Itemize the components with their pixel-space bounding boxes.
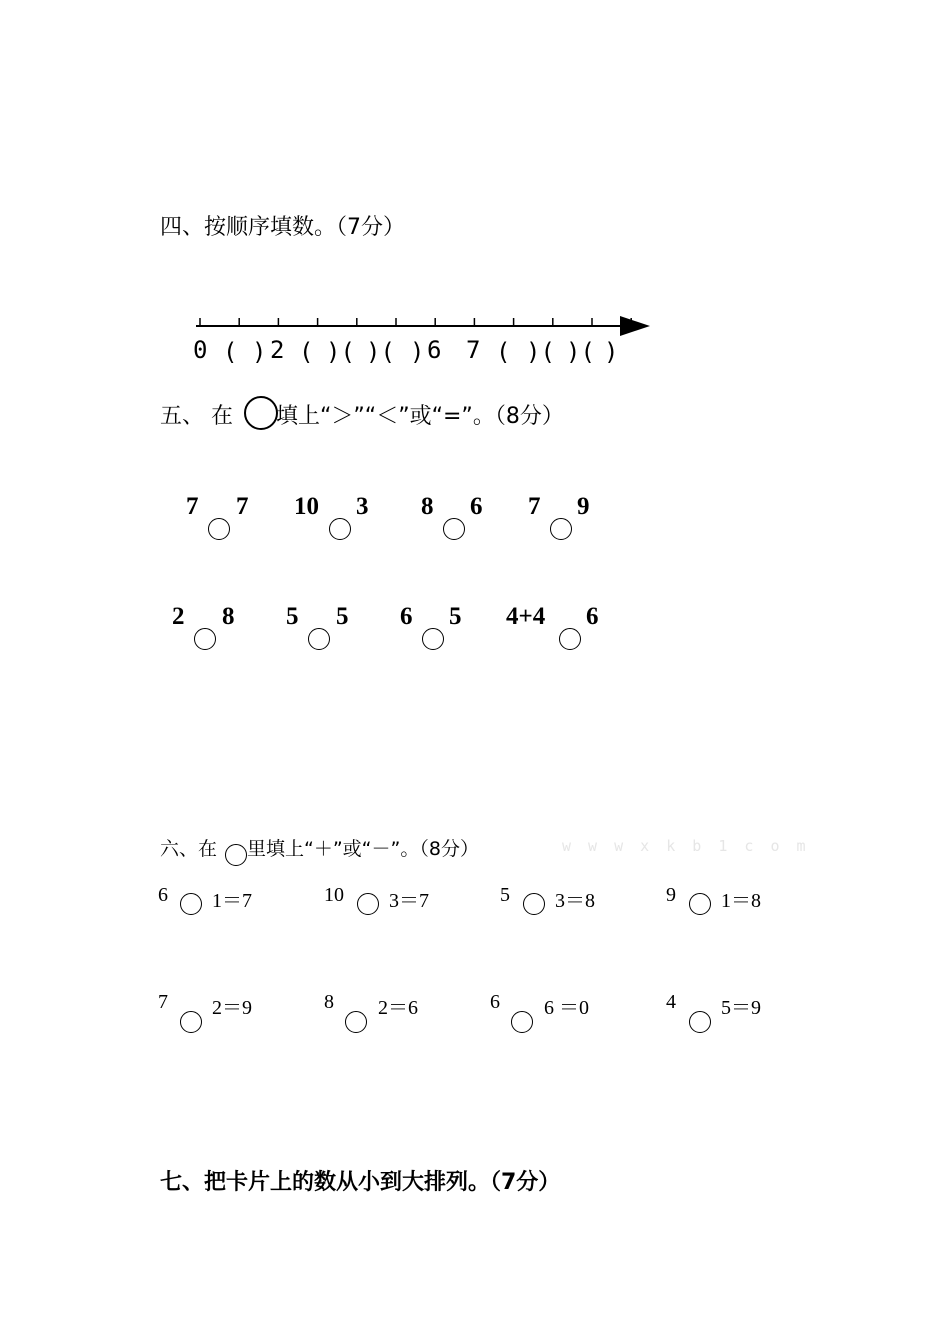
section6-heading-prefix: 六、在: [160, 838, 218, 860]
watermark: w w w x k b 1 c o m: [562, 837, 810, 855]
nl-label: 7: [466, 336, 481, 364]
compare-right: 8: [222, 603, 235, 630]
nl-label: (: [299, 338, 314, 366]
number-line-ticks: [200, 318, 631, 326]
equation-left: 4: [666, 991, 676, 1013]
operator-answer-circle[interactable]: [357, 893, 379, 915]
operator-answer-circle[interactable]: [180, 1011, 202, 1033]
equation-right: 2＝6: [378, 997, 418, 1019]
compare-right: 7: [236, 493, 249, 520]
number-line-arrow: [620, 316, 650, 336]
equation-left: 8: [324, 991, 334, 1013]
compare-right: 6: [470, 493, 483, 520]
compare-answer-circle[interactable]: [422, 628, 444, 650]
equation-left: 5: [500, 884, 510, 906]
compare-right: 3: [356, 493, 369, 520]
compare-left: 5: [286, 603, 299, 630]
operator-answer-circle[interactable]: [523, 893, 545, 915]
compare-right: 5: [336, 603, 349, 630]
nl-label: 2: [270, 336, 285, 364]
nl-label: )(: [366, 338, 395, 366]
compare-left: 6: [400, 603, 413, 630]
operator-answer-circle[interactable]: [180, 893, 202, 915]
compare-answer-circle[interactable]: [550, 518, 572, 540]
compare-right: 6: [586, 603, 599, 630]
operator-answer-circle[interactable]: [345, 1011, 367, 1033]
nl-label: 6: [427, 336, 442, 364]
compare-left: 10: [294, 493, 319, 520]
operator-answer-circle[interactable]: [689, 1011, 711, 1033]
section7-heading: 七、把卡片上的数从小到大排列。（7分）: [160, 1170, 561, 1195]
compare-left: 2: [172, 603, 185, 630]
equation-left: 10: [324, 884, 344, 906]
compare-right: 9: [577, 493, 590, 520]
nl-label: (: [496, 338, 511, 366]
operator-answer-circle[interactable]: [689, 893, 711, 915]
section6-heading-suffix: 里填上“＋”或“－”。（8分）: [247, 838, 479, 860]
equation-right: 2＝9: [212, 997, 252, 1019]
equation-left: 6: [158, 884, 168, 906]
compare-answer-circle[interactable]: [308, 628, 330, 650]
compare-left: 8: [421, 493, 434, 520]
nl-label: ): [410, 338, 425, 366]
nl-label: 0: [193, 336, 208, 364]
nl-label: )(: [566, 338, 595, 366]
operator-answer-circle[interactable]: [511, 1011, 533, 1033]
compare-right: 5: [449, 603, 462, 630]
section5-heading-suffix: 填上“＞”“＜”或“=”。（8分）: [276, 404, 564, 429]
equation-right: 3＝7: [389, 890, 429, 912]
equation-right: 5＝9: [721, 997, 761, 1019]
compare-answer-circle[interactable]: [443, 518, 465, 540]
equation-right: 3＝8: [555, 890, 595, 912]
compare-answer-circle[interactable]: [208, 518, 230, 540]
compare-left: 7: [186, 493, 199, 520]
compare-left: 7: [528, 493, 541, 520]
compare-answer-circle[interactable]: [559, 628, 581, 650]
section4-heading: 四、按顺序填数。（7分）: [160, 215, 405, 240]
equation-right: 6 ＝0: [544, 997, 589, 1019]
nl-label: ): [604, 338, 619, 366]
equation-left: 9: [666, 884, 676, 906]
nl-label: )(: [326, 338, 355, 366]
equation-right: 1＝8: [721, 890, 761, 912]
circle-icon: [244, 396, 278, 430]
compare-left: 4+4: [506, 603, 546, 630]
circle-icon: [225, 844, 247, 866]
nl-label: )(: [526, 338, 555, 366]
compare-answer-circle[interactable]: [329, 518, 351, 540]
nl-label: (: [223, 338, 238, 366]
compare-answer-circle[interactable]: [194, 628, 216, 650]
equation-left: 6: [490, 991, 500, 1013]
equation-right: 1＝7: [212, 890, 252, 912]
section5-heading-prefix: 五、 在: [160, 404, 233, 429]
nl-label: ): [252, 338, 267, 366]
equation-left: 7: [158, 991, 168, 1013]
